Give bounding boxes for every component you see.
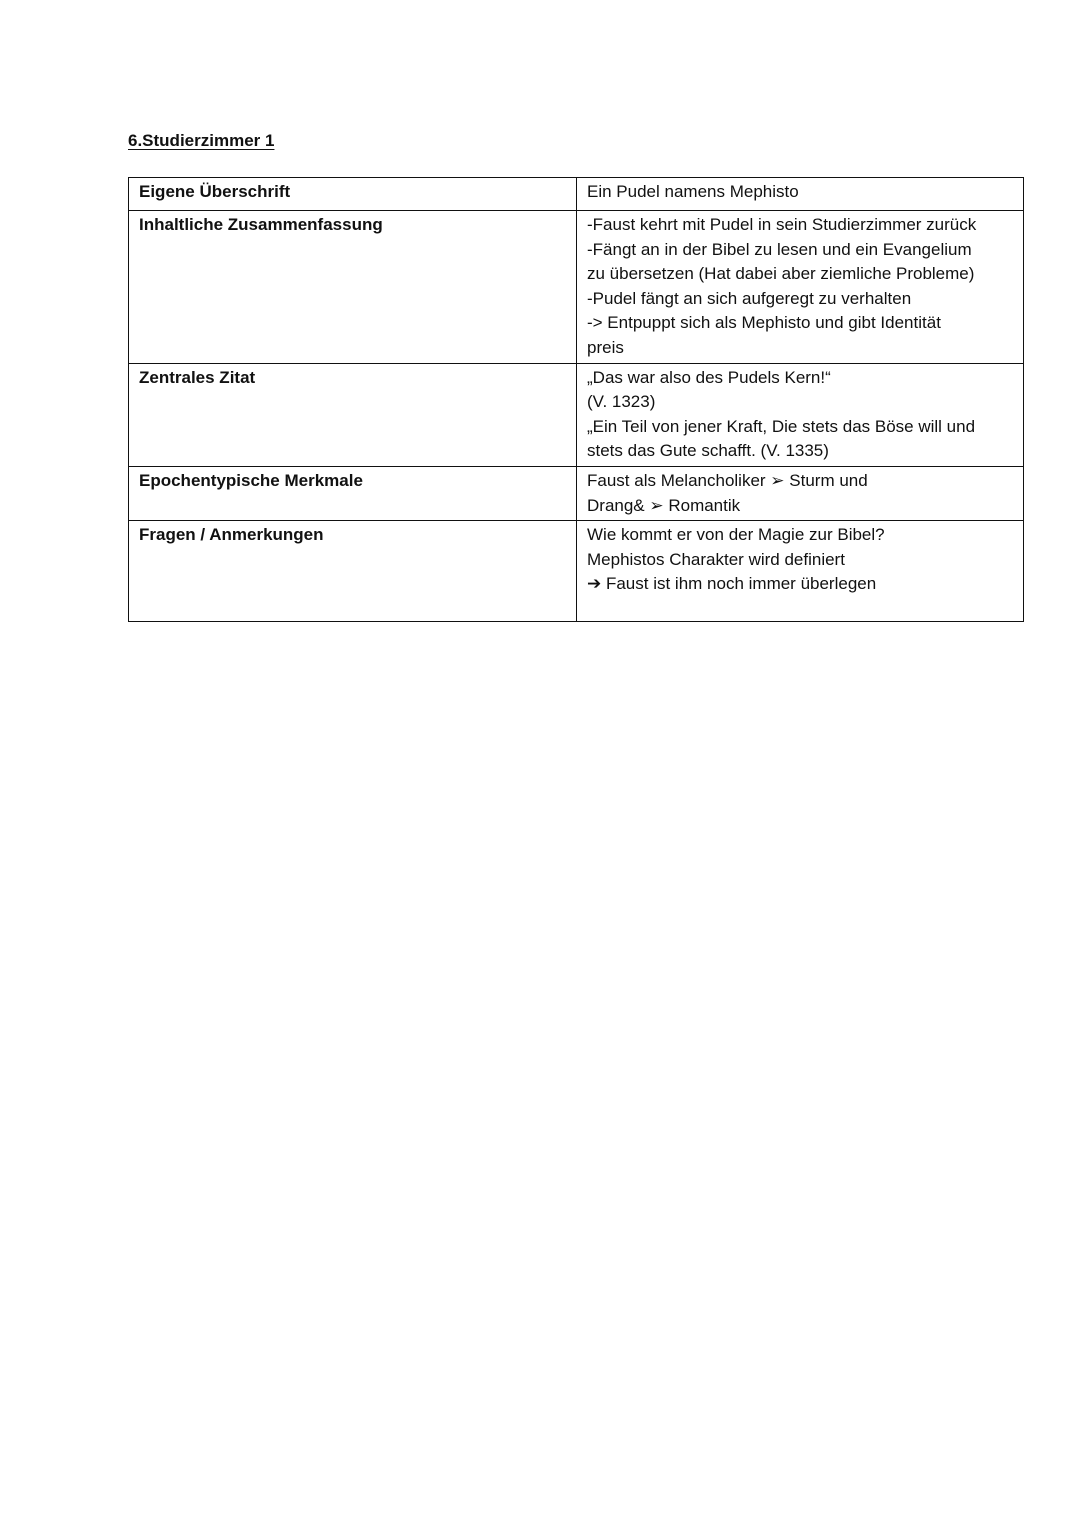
table-row-epochentypische-merkmale — [129, 466, 1024, 520]
row-label: Inhaltliche Zusammenfassung — [129, 211, 577, 364]
row-label: Fragen / Anmerkungen — [129, 521, 577, 622]
row-content — [577, 521, 1024, 622]
row-label: Zentrales Zitat — [129, 363, 577, 466]
content-line: Ein Pudel namens Mephisto — [587, 182, 799, 201]
content-line: „Ein Teil von jener Kraft, Die stets das Böse will und — [587, 416, 976, 436]
content-line: Drang& ➢ Romantik — [587, 495, 741, 515]
row-content — [577, 178, 1024, 211]
content-line: zu übersetzen (Hat dabei aber ziemliche Probleme) — [587, 264, 975, 284]
content-line: -Faust kehrt mit Pudel in sein Studierzimmer zurück — [587, 215, 977, 234]
row-content — [577, 211, 1024, 364]
table-row-eigene-ueberschrift — [129, 178, 1024, 211]
content-line: stets das Gute schafft. (V. 1335) — [587, 441, 829, 461]
content-line: -Pudel fängt an sich aufgeregt zu verhalten — [587, 288, 912, 308]
summary-table — [128, 177, 1024, 622]
content-line: -Fängt an in der Bibel zu lesen und ein Evangelium — [587, 239, 972, 259]
content-line: preis — [587, 337, 624, 357]
row-content — [577, 466, 1024, 520]
content-line: „Das war also des Pudels Kern!“ — [587, 367, 831, 387]
content-line: Wie kommt er von der Magie zur Bibel? — [587, 525, 885, 545]
content-line: -> Entpuppt sich als Mephisto und gibt Identität — [587, 313, 941, 333]
row-label: Epochentypische Merkmale — [129, 466, 577, 520]
content-line: (V. 1323) — [587, 392, 656, 412]
content-line: ➔ Faust ist ihm noch immer überlegen — [587, 574, 877, 594]
table-row-zentrales-zitat — [129, 363, 1024, 466]
table-row-inhaltliche-zusammenfassung — [129, 211, 1024, 364]
table-row-fragen-anmerkungen — [129, 521, 1024, 622]
row-label: Eigene Überschrift — [129, 178, 577, 211]
content-line: Faust als Melancholiker ➢ Sturm und — [587, 470, 868, 490]
page-title: 6.Studierzimmer 1 — [128, 131, 275, 150]
row-content — [577, 363, 1024, 466]
content-line: Mephistos Charakter wird definiert — [587, 549, 845, 569]
